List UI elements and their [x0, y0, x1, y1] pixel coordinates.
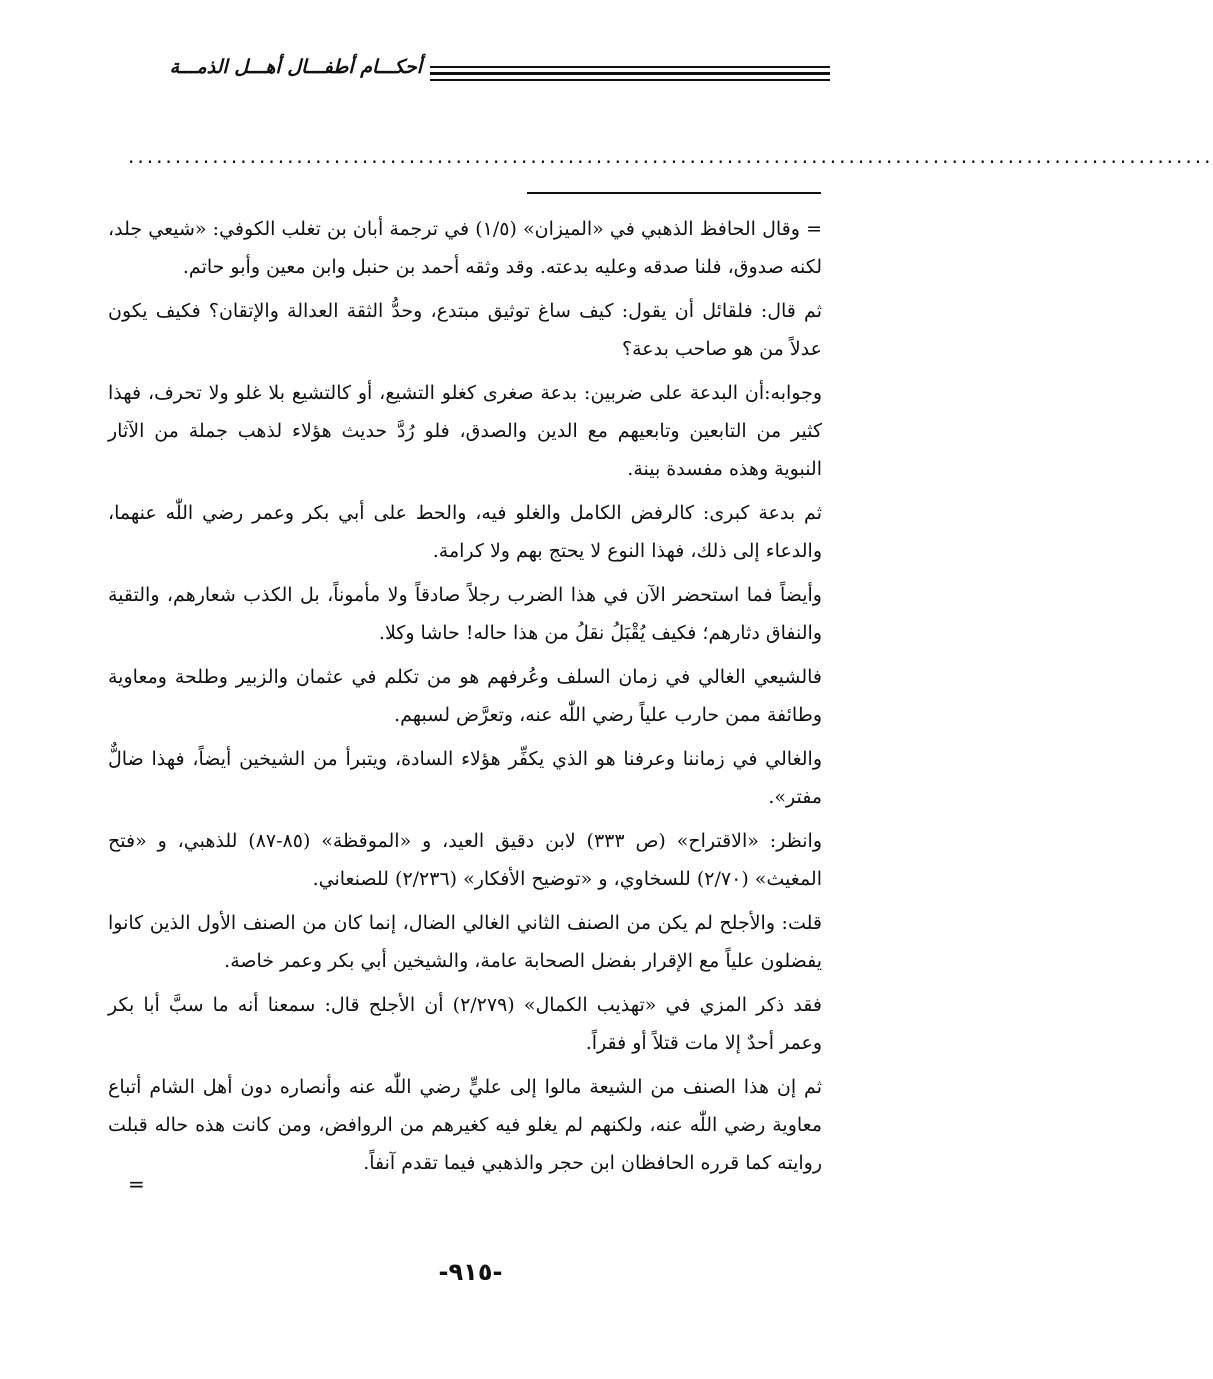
footnote-paragraph: = وقال الحافظ الذهبي في «الميزان» (١/٥) في ترجمة أبان بن تغلب الكوفي: «شيعي جلد، لكنه صدوق، فلنا صدقه وعليه بدعته. وقد وثقه أحمد بن حنبل وابن معين وأبو حاتم.	[108, 218, 822, 278]
footnote-paragraph: ثم بدعة كبرى: كالرفض الكامل والغلو فيه، والحط على أبي بكر وعمر رضي اللّٰه عنهما، والدعاء إلى ذلك، فهذا النوع لا يحتج بهم ولا كرامة.	[108, 502, 822, 562]
continuation-mark: =	[128, 1172, 145, 1196]
footnote-paragraph: وجوابه:أن البدعة على ضربين: بدعة صغرى كغلو التشيع، أو كالتشيع بلا غلو ولا تحرف، فهذا كثير من التابعين وتابعيهم مع الدين والصدق، فلو رُدَّ حديث هؤلاء لذهب جملة من الآثار النبوية وهذه مفسدة بينة.	[108, 382, 822, 480]
footnote-paragraph: وانظر: «الاقتراح» (ص ٣٣٣) لابن دقيق العيد، و «الموقظة» (٨٥-٨٧) للذهبي، و «فتح المغيث» (٢/٧٠) للسخاوي، و «توضيح الأفكار» (٢/٢٣٦) للصنعاني.	[108, 830, 822, 890]
footnote-paragraph: قلت: والأجلح لم يكن من الصنف الثاني الغالي الضال، إنما كان من الصنف الأول الذين كانوا يفضلون علياً مع الإقرار بفضل الصحابة عامة، والشيخين أبي بكر وعمر خاصة.	[108, 912, 822, 972]
footnote-paragraph: ثم إن هذا الصنف من الشيعة مالوا إلى عليٍّ رضي اللّٰه عنه وأنصاره دون أهل الشام أتباع معاوية رضي اللّٰه عنه، ولكنهم لم يغلو فيه كغيرهم من الروافض، ومن كانت هذه حاله قبلت روايته كما قرره الحافظان ابن حجر والذهبي فيما تقدم آنفاً.	[108, 1076, 822, 1174]
book-title: أحكـــام أطفـــال أهـــل الذمـــة	[169, 56, 422, 78]
footnote-paragraph: والغالي في زماننا وعرفنا هو الذي يكفِّر هؤلاء السادة، ويتبرأ من الشيخين أيضاً، فهذا ضالٌّ مفتر».	[108, 748, 822, 808]
footnote-paragraph: فقد ذكر المزي في «تهذيب الكمال» (٢/٢٧٩) أن الأجلح قال: سمعنا أنه ما سبَّ أبا بكر وعمر أحدٌ إلا مات قتلاً أو فقراً.	[108, 994, 822, 1054]
footnote-rule	[527, 192, 821, 194]
footnote-paragraph: ثم قال: فلقائل أن يقول: كيف ساغ توثيق مبتدع، وحدُّ الثقة العدالة والإتقان؟ فكيف يكون عدلاً من هو صاحب بدعة؟	[108, 300, 822, 360]
header-rule	[430, 72, 830, 75]
running-header	[118, 52, 830, 92]
footnote-text	[108, 210, 822, 1188]
header-rule	[430, 66, 830, 68]
footnote-paragraph: فالشيعي الغالي في زمان السلف وعُرفهم هو من تكلم في عثمان والزبير وطلحة ومعاوية وطائفة ممن حارب علياً رضي اللّٰه عنه، وتعرَّض لسبهم.	[108, 666, 822, 726]
header-rule	[430, 79, 830, 81]
footnote-paragraph: وأيضاً فما استحضر الآن في هذا الضرب رجلاً صادقاً ولا مأموناً، بل الكذب شعارهم، والتقية والنفاق دثارهم؛ فكيف يُقْبَلُ نقلُ من هذا حاله! حاشا وكلا.	[108, 584, 822, 644]
dotted-separator: ....................................................................................................................	[128, 144, 1213, 168]
page-number: -٩١٥-	[438, 1258, 503, 1286]
